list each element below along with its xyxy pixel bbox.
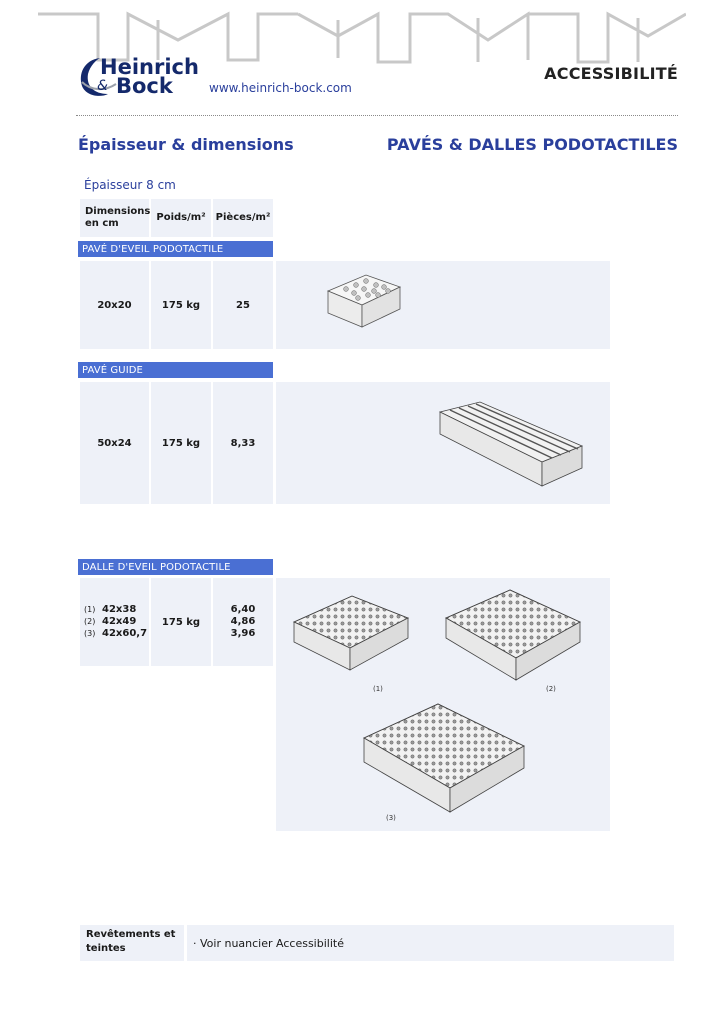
tactile-slab-icon <box>276 578 610 831</box>
variant-pieces: 4,86 <box>230 616 256 627</box>
product-poids: 175 kg <box>151 578 211 666</box>
footer-label <box>80 925 184 961</box>
heading-dimensions: Épaisseur & dimensions <box>78 135 294 154</box>
product-variants-dimensions <box>80 578 149 666</box>
image-caption: (1) <box>373 685 383 693</box>
company-logo <box>78 54 208 100</box>
product-pieces: 8,33 <box>213 382 273 504</box>
variant-number: (1) <box>84 605 96 614</box>
variant-pieces: 3,96 <box>230 628 256 639</box>
footer-value: · Voir nuancier Accessibilité <box>187 925 674 961</box>
website-link[interactable]: www.heinrich-bock.com <box>209 81 352 95</box>
variant-pieces: 6,40 <box>230 604 256 615</box>
variant-row <box>84 616 136 628</box>
column-header-pieces: Pièces/m² <box>213 199 273 237</box>
column-header-poids: Poids/m² <box>151 199 211 237</box>
tactile-paver-icon <box>276 261 610 349</box>
column-header-dimensions-line1: Dimensions <box>85 206 151 217</box>
product-poids: 175 kg <box>151 261 211 349</box>
footer-label-line1: Revêtements et <box>86 929 176 940</box>
column-header-dimensions-line2: en cm <box>85 218 119 229</box>
product-image-pave-eveil <box>276 261 610 349</box>
product-image-dalle-eveil <box>276 578 610 831</box>
image-caption: (3) <box>386 814 396 822</box>
product-band-dalle-eveil: DALLE D'EVEIL PODOTACTILE <box>78 559 273 575</box>
variant-dimension: 42x49 <box>102 616 137 627</box>
product-image-pave-guide <box>276 382 610 504</box>
variant-dimension: 42x38 <box>102 604 137 615</box>
logo-ampersand: & <box>97 78 108 94</box>
logo-text-heinrich: Heinrich <box>100 55 199 79</box>
column-header-dimensions <box>80 199 149 237</box>
product-pieces: 25 <box>213 261 273 349</box>
variant-number: (3) <box>84 629 96 638</box>
dotted-divider <box>76 115 678 116</box>
product-variants-pieces <box>213 578 273 666</box>
product-band-pave-guide: PAVÉ GUIDE <box>78 362 273 378</box>
product-dimensions: 50x24 <box>80 382 149 504</box>
logo-text-bock: Bock <box>116 74 173 98</box>
product-poids: 175 kg <box>151 382 211 504</box>
product-dimensions: 20x20 <box>80 261 149 349</box>
image-caption: (2) <box>546 685 556 693</box>
footer-label-line2: teintes <box>86 943 126 954</box>
variant-row <box>84 628 147 640</box>
guide-paver-icon <box>276 382 610 504</box>
thickness-label: Épaisseur 8 cm <box>84 178 176 192</box>
variant-dimension: 42x60,7 <box>102 628 148 639</box>
variant-row <box>84 604 136 616</box>
variant-number: (2) <box>84 617 96 626</box>
heading-product-range: PAVÉS & DALLES PODOTACTILES <box>386 135 678 154</box>
product-band-pave-eveil: PAVÉ D'EVEIL PODOTACTILE <box>78 241 273 257</box>
section-title: ACCESSIBILITÉ <box>544 64 678 83</box>
